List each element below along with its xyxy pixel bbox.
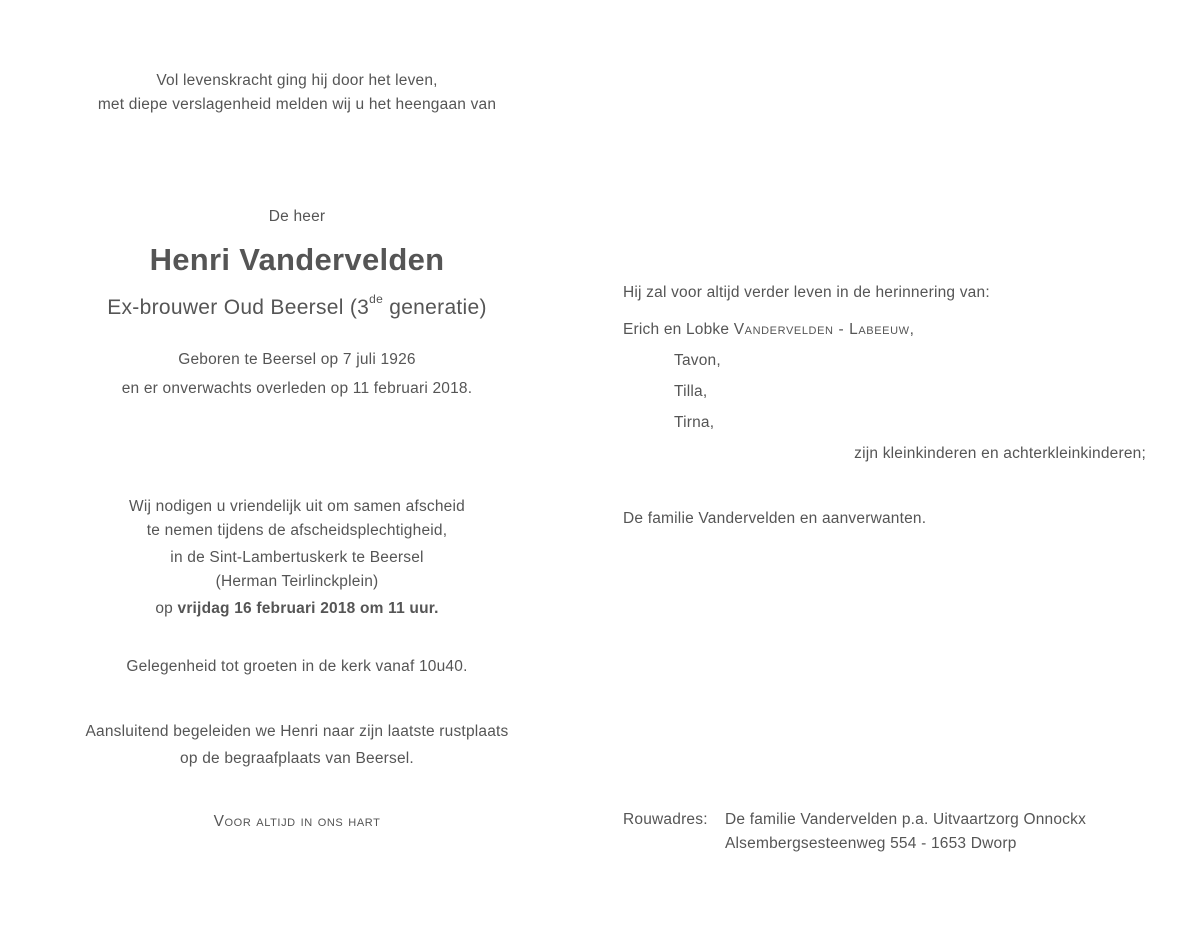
invite-line-2: te nemen tijdens de afscheidsplechtigheid, [146,522,448,539]
family-line [623,322,914,338]
date-prefix: op [155,600,178,617]
title-sup: de [369,292,384,306]
deceased-name: Henri Vandervelden [149,242,445,277]
honorific: De heer [268,208,326,225]
grandchild-3: Tirna, [674,414,715,431]
burial-line-2: op de begraafplaats van Beersel. [180,750,414,767]
invite-line-4: (Herman Teirlinckplein) [215,573,379,590]
family-surname: Vandervelden - Labeeuw [733,321,910,338]
intro-line-2: met diepe verslagenheid melden wij u het heengaan van [97,96,497,113]
intro-line-1: Vol levenskracht ging hij door het leven, [156,72,438,89]
grandchild-2: Tilla, [674,383,708,400]
address-line-1: De familie Vandervelden p.a. Uitvaartzorg Onnockx [725,811,1087,828]
birth-line: Geboren te Beersel op 7 juli 1926 [178,351,416,368]
date-bold: vrijdag 16 februari 2018 om 11 uur. [177,600,439,617]
greeting-line: Gelegenheid tot groeten in de kerk vanaf 10u40. [126,658,468,675]
address-line-2: Alsembergsesteenweg 554 - 1653 Dworp [725,835,1017,852]
invite-line-1: Wij nodigen u vriendelijk uit om samen afscheid [129,498,465,515]
title-pre: Ex-brouwer Oud Beersel (3 [107,296,370,319]
address-label: Rouwadres: [623,811,708,828]
family-prefix: Erich en Lobke [623,321,734,338]
grandchild-1: Tavon, [674,352,721,369]
invite-line-3: in de Sint-Lambertuskerk te Beersel [170,549,424,566]
title-post: generatie) [383,296,487,319]
grandchildren-note: zijn kleinkinderen en achterkleinkinderen; [854,445,1146,462]
family-suffix: , [909,321,915,338]
memory-line: Hij zal voor altijd verder leven in de herinnering van: [623,284,990,301]
death-line: en er onverwachts overleden op 11 februari 2018. [121,380,473,397]
deceased-title [37,292,557,319]
motto: Voor altijd in ons hart [213,813,381,830]
ceremony-date [37,601,557,617]
burial-line-1: Aansluitend begeleiden we Henri naar zijn laatste rustplaats [85,723,509,740]
relatives-line: De familie Vandervelden en aanverwanten. [623,510,927,527]
